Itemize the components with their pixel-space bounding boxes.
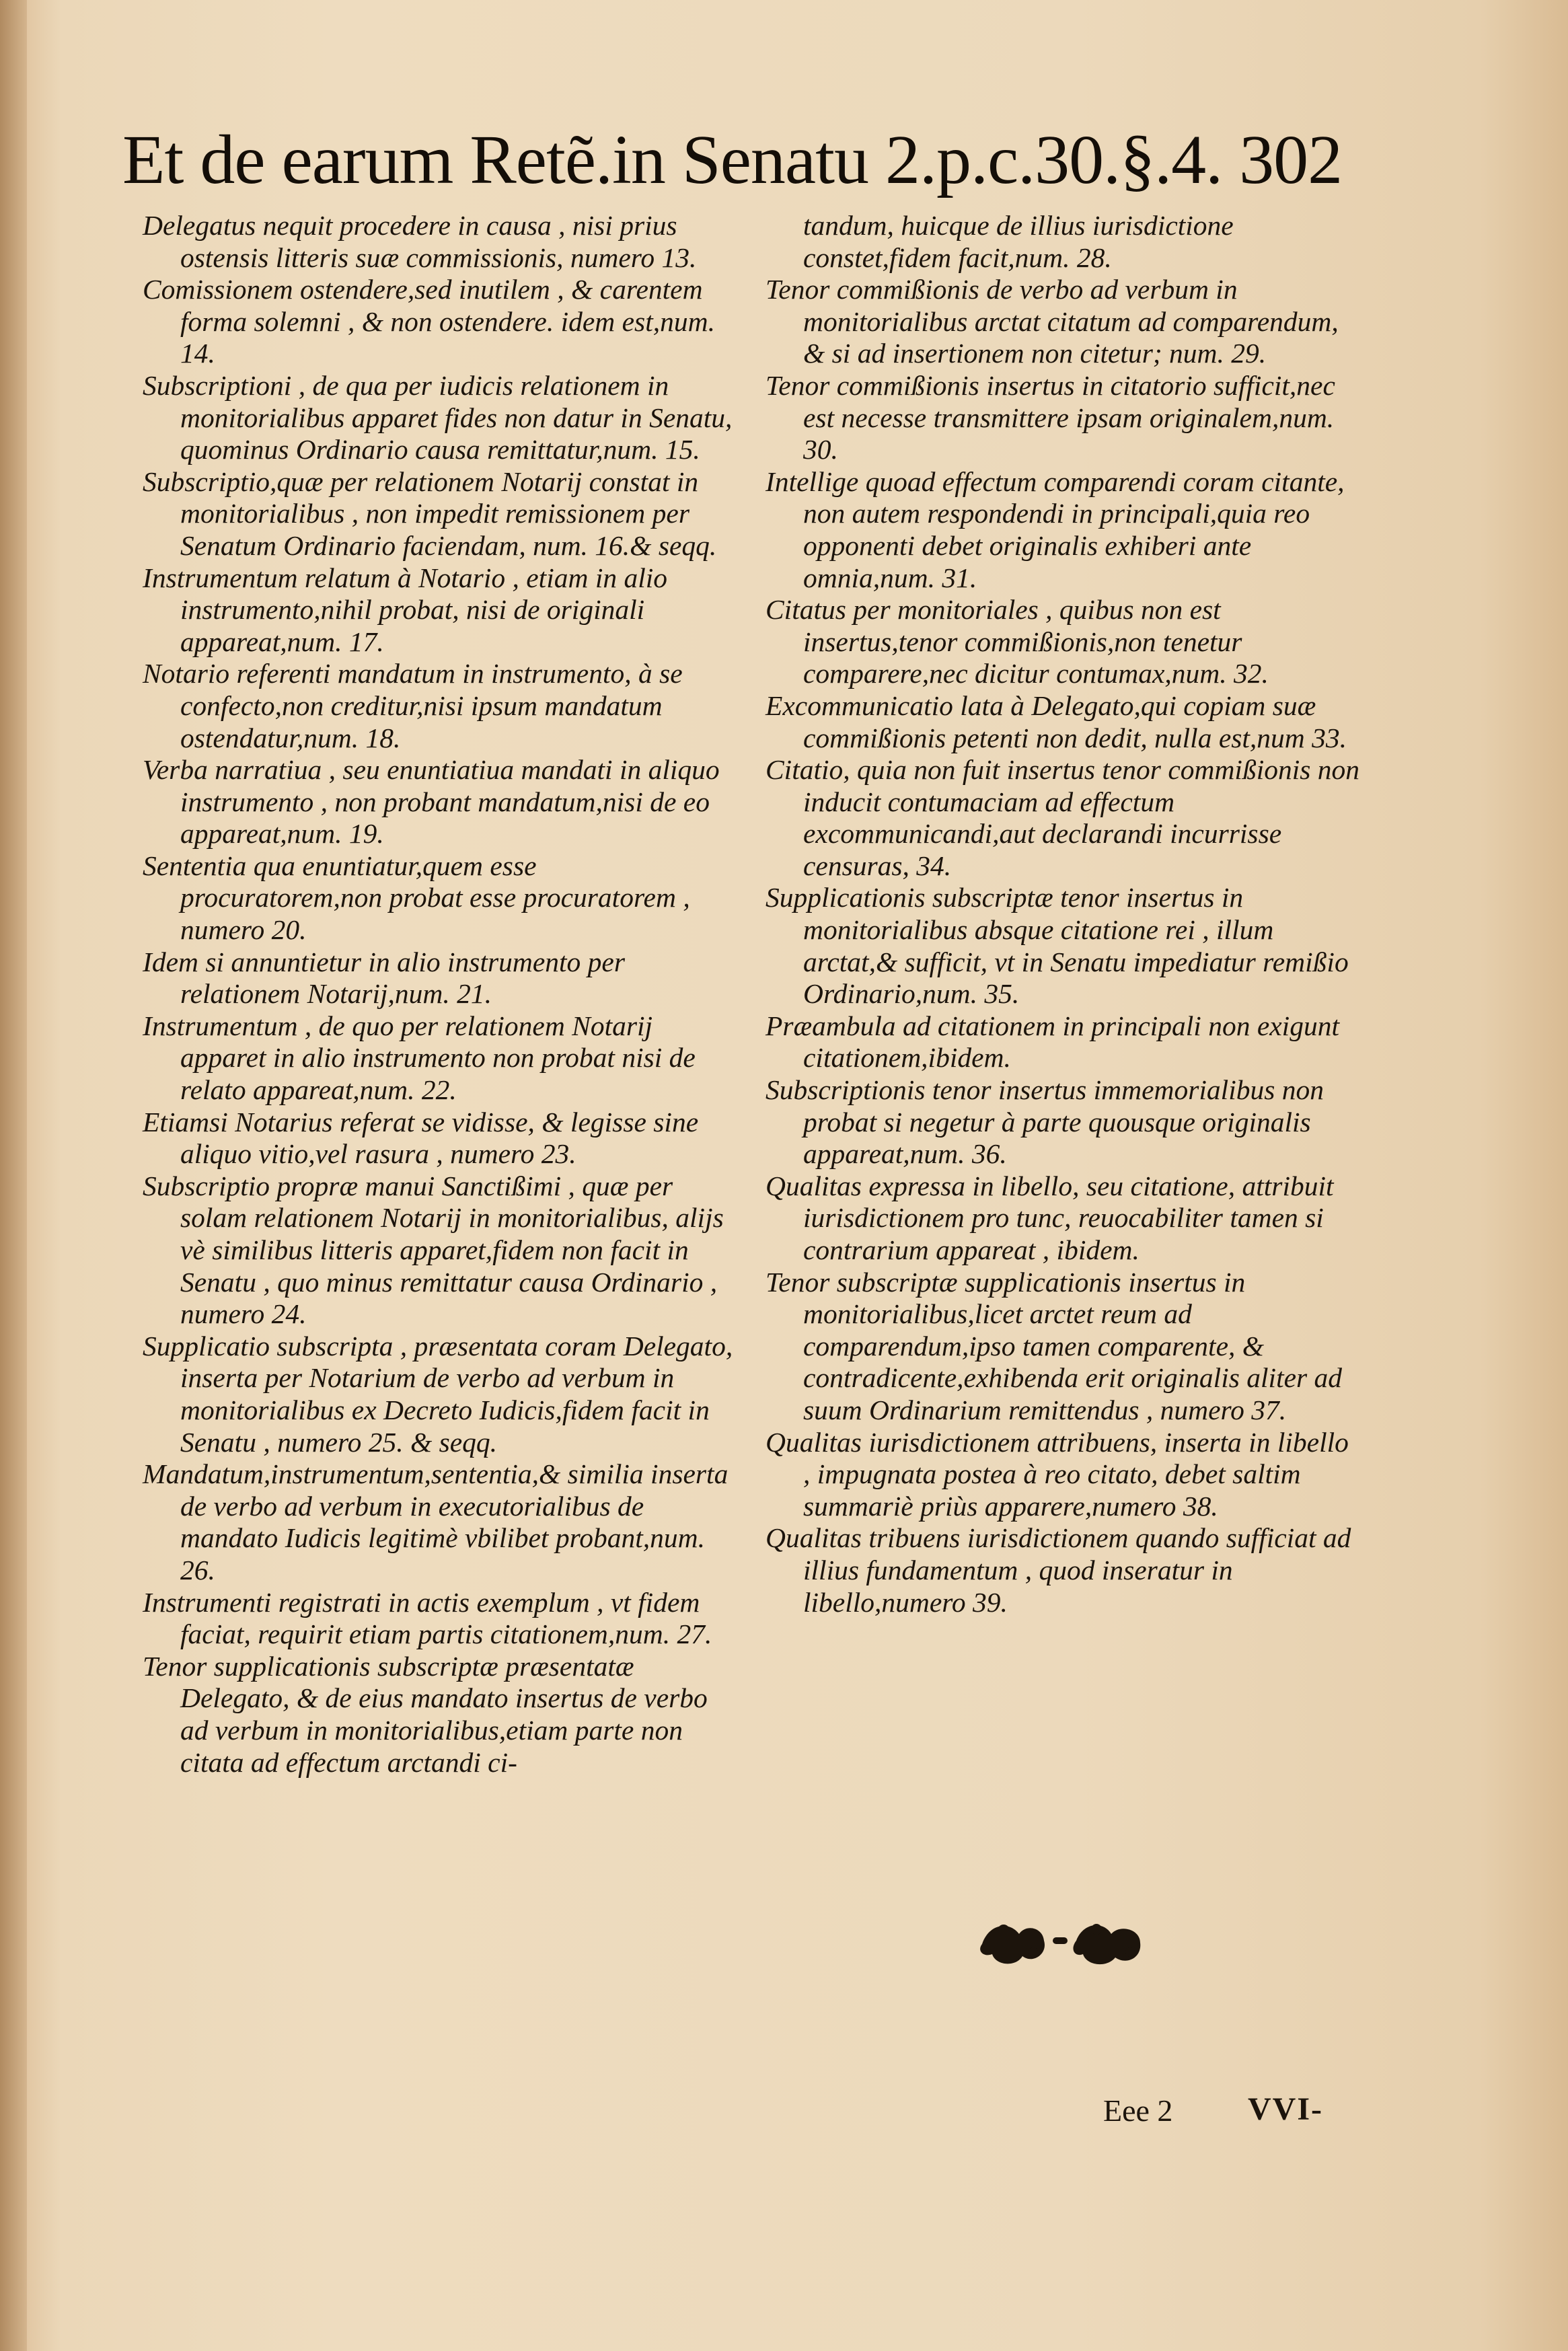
index-entry: Præambula ad citationem in principali non exigunt citationem,ibidem. [766,1010,1339,1074]
index-entry: Verba narratiua , seu enuntiatiua mandati in aliquo instrumento , non probant mandatum,nisi de eo appareat,num. 19. [143,754,720,850]
index-entry: Idem si annuntietur in alio instrumento per relationem Notarij,num. 21. [143,946,625,1010]
index-entry: Tenor subscriptæ supplicationis insertus in monitorialibus,licet arctet reum ad comparendum,ipso tamen comparente, & contradicente,exhibenda erit originalis aliter ad suum Ordinarium remittendus , numero 37. [766,1266,1343,1425]
index-entry: Subscriptionis tenor insertus immemorialibus non probat si negetur à parte quousque originalis appareat,num. 36. [766,1074,1324,1170]
signature-mark: Eee 2 [1103,2093,1173,2128]
index-entry: Qualitas tribuens iurisdictionem quando sufficiat ad illius fundamentum , quod inseratur in libello,numero 39. [766,1522,1351,1618]
index-entry: Instrumentum , de quo per relationem Notarij apparet in alio instrumento non probat nisi de relato appareat,num. 22. [143,1010,696,1106]
right-column [766,210,1361,1618]
index-entry: Supplicatio subscripta , præsentata coram Delegato, inserta per Notarium de verbo ad verbum in monitorialibus ex Decreto Iudicis,fidem facit in Senatu , numero 25. & seqq. [143,1330,733,1458]
index-entry: Sententia qua enuntiatur,quem esse procuratorem,non probat esse procuratorem , numero 20. [143,850,690,946]
index-entry: Delegatus nequit procedere in causa , nisi prius ostensis litteris suæ commissionis, numero 13. [143,210,697,273]
index-entry: Instrumenti registrati in actis exemplum , vt fidem faciat, requirit etiam partis citationem,num. 27. [143,1586,712,1650]
index-entry: Etiamsi Notarius referat se vidisse, & legisse sine aliquo vitio,vel rasura , numero 23. [143,1106,699,1170]
left-column [143,210,738,1779]
index-entry: Citatio, quia non fuit insertus tenor commißionis non inducit contumaciam ad effectum excommunicandi,aut declarandi incurrisse censuras, 34. [766,754,1360,881]
index-entry: Comissionem ostendere,sed inutilem , & carentem forma solemni , & non ostendere. idem est,num. 14. [143,274,715,369]
catchword: VVI- [1248,2091,1323,2127]
index-entry: Qualitas expressa in libello, seu citatione, attribuit iurisdictionem pro tunc, reuocabiliter tamen si contrarium appareat , ibidem. [766,1170,1334,1265]
index-entry: Excommunicatio lata à Delegato,qui copiam suæ commißionis petenti non dedit, nulla est,num 33. [766,689,1347,753]
index-entry: Subscriptioni , de qua per iudicis relationem in monitorialibus apparet fides non datur in Senatu, quominus Ordinario causa remittatur,num. 15. [143,369,733,465]
index-entry: Subscriptio propræ manui Sanctißimi , quæ per solam relationem Notarij in monitorialibus, alijs vè similibus litteris apparet,fidem non facit in Senatu , quo minus remittatur causa Ordinario , numero 24. [143,1170,724,1330]
index-entry: Supplicationis subscriptæ tenor insertus in monitorialibus absque citatione rei , illum arctat,& sufficit, vt in Senatu impediatur remißio Ordinario,num. 35. [766,882,1349,1010]
index-entry: Qualitas iurisdictionem attribuens, inserta in libello , impugnata postea à reo citato, debet saltim summariè priùs apparere,numero 38. [766,1426,1349,1522]
index-entry-continuation: tandum, huicque de illius iurisdictione constet,fidem facit,num. 28. [803,210,1234,273]
index-entry: Notario referenti mandatum in instrumento, à se confecto,non creditur,nisi ipsum mandatum ostendatur,num. 18. [143,658,683,753]
index-entry: Tenor commißionis insertus in citatorio sufficit,nec est necesse transmittere ipsam originalem,num. 30. [766,369,1335,465]
index-entry: Tenor supplicationis subscriptæ præsentatæ Delegato, & de eius mandato insertus de verbo ad verbum in monitorialibus,etiam parte non citata ad effectum arctandi ci- [143,1650,708,1778]
index-entry: Citatus per monitoriales , quibus non est insertus,tenor commißionis,non tenetur comparere,nec dicitur contumax,num. 32. [766,594,1269,689]
index-entry: Mandatum,instrumentum,sententia,& similia inserta de verbo ad verbum in executorialibus de mandato Iudicis legitimè vbilibet probant,num. 26. [143,1458,729,1585]
facing-page-bleed [0,256,32,2206]
index-entry: Tenor commißionis de verbo ad verbum in monitorialibus arctat citatum ad comparendum, & si ad insertionem non citetur; num. 29. [766,274,1339,369]
index-entry: Instrumentum relatum à Notario , etiam in alio instrumento,nihil probat, nisi de originali appareat,num. 17. [143,562,668,657]
running-header: Et de earum Retẽ.in Senatu 2.p.c.30.§.4. 302 [122,121,1343,198]
printer-ornament-icon [969,1904,1157,1978]
index-entry: Intellige quoad effectum comparendi coram citante, non autem respondendi in principali,quia reo opponenti debet originalis exhiberi ante omnia,num. 31. [766,465,1345,593]
index-entry: Subscriptio,quæ per relationem Notarij constat in monitorialibus , non impedit remissionem per Senatum Ordinario faciendam, num. 16.& seqq. [143,465,717,561]
